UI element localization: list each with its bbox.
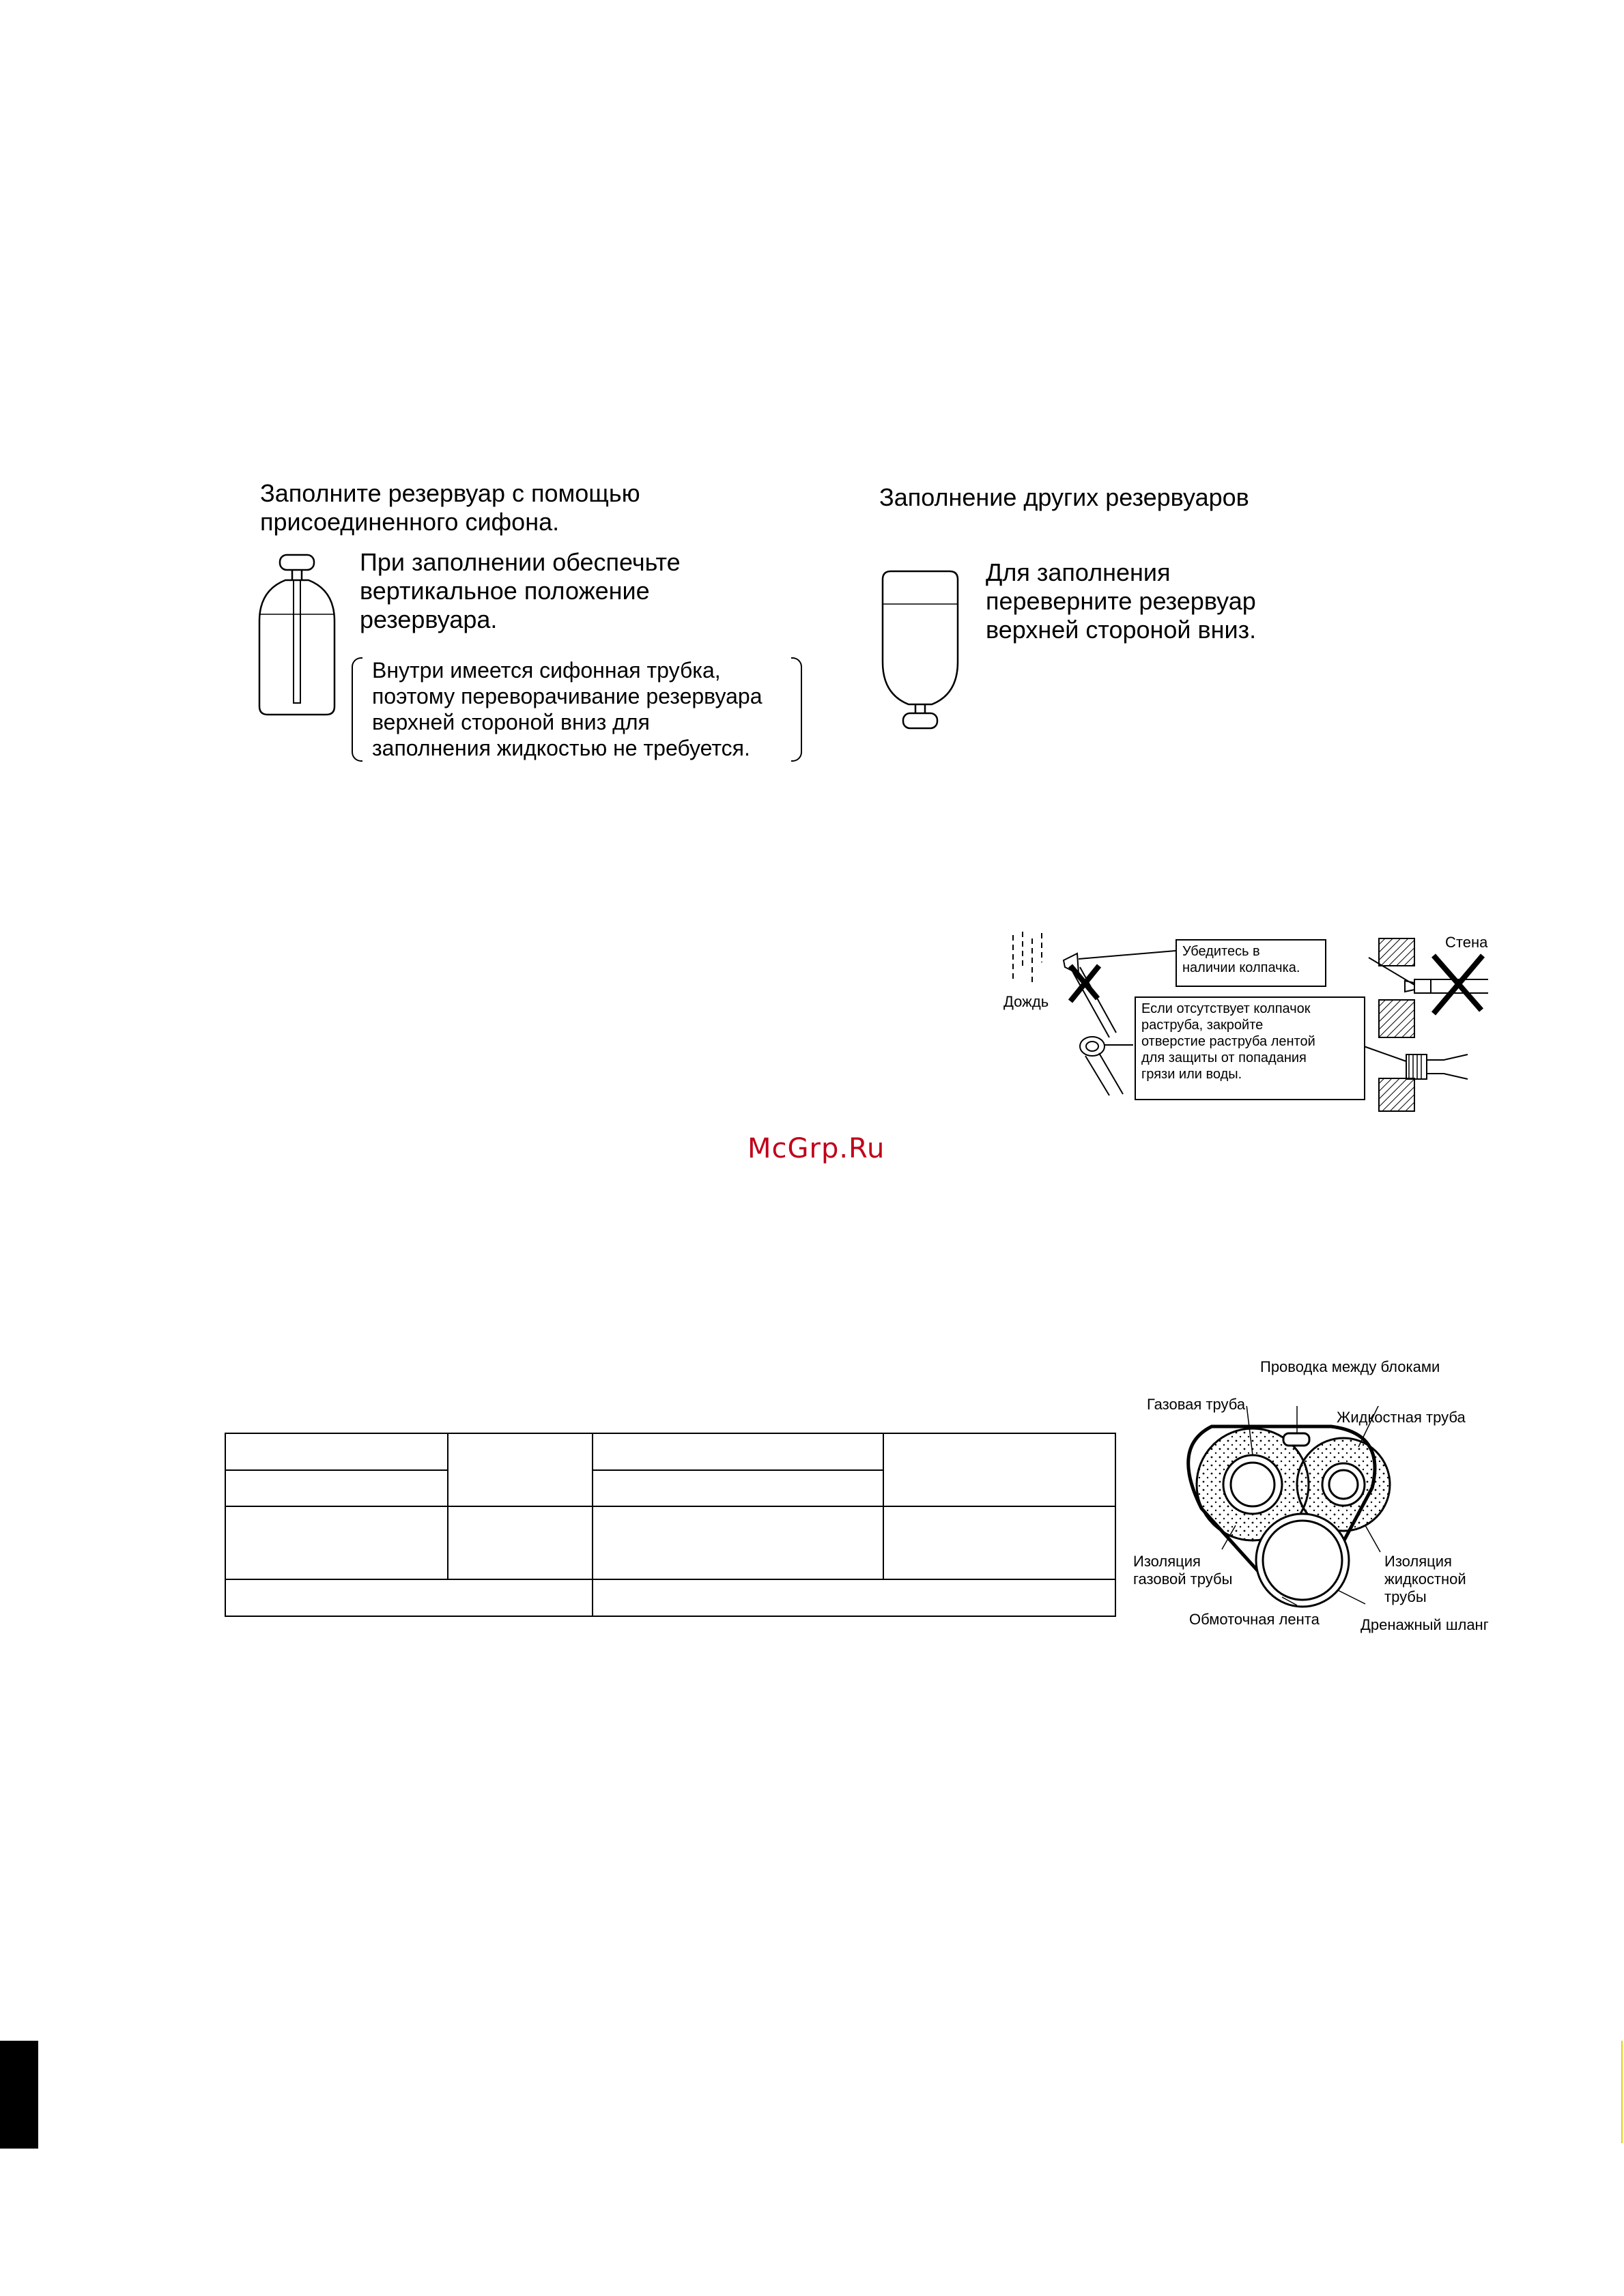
check-cap-callout [1176, 939, 1326, 987]
inverted-bottle-illustration [876, 570, 965, 741]
gas-pipe-label: Газовая труба [1147, 1396, 1246, 1413]
table-cell [448, 1506, 593, 1579]
no-cap-line2: раструба, закройте [1141, 1018, 1264, 1033]
page-edge-marker [1621, 2041, 1623, 2143]
table-cell [225, 1470, 448, 1506]
drain-hose-label: Дренажный шланг [1361, 1616, 1489, 1633]
no-cap-callout [1135, 996, 1365, 1100]
table-cell [448, 1433, 593, 1506]
gas-insulation-line2: газовой трубы [1133, 1570, 1233, 1588]
table-cell [593, 1506, 883, 1579]
siphon-note-text [372, 657, 795, 761]
no-cap-line4: для защиты от попадания [1141, 1050, 1307, 1065]
table-cell [225, 1579, 593, 1616]
siphon-note-line2: поэтому переворачивание резервуара [372, 684, 763, 708]
siphon-instruction-line1: При заполнении обеспечьте [360, 548, 681, 576]
wall-icon [1379, 938, 1414, 1111]
check-cap-line2: наличии колпачка. [1182, 960, 1300, 975]
liquid-insulation-label [1384, 1553, 1466, 1606]
gas-insulation-line1: Изоляция [1133, 1553, 1201, 1570]
check-cap-line1: Убедитесь в [1182, 944, 1260, 959]
siphon-bottle-illustration [253, 549, 341, 720]
table-cell [225, 1506, 448, 1579]
table-cell [593, 1579, 1115, 1616]
flare-pipe-without-cap-icon [1064, 953, 1116, 1037]
watermark: McGrp.Ru [747, 1133, 885, 1164]
other-tanks-heading: Заполнение других резервуаров [879, 483, 1249, 511]
siphon-note-line4: заполнения жидкостью не требуется. [372, 736, 750, 760]
page-edge-tab [0, 2041, 38, 2149]
other-tanks-instruction-line2: переверните резервуар [986, 587, 1256, 615]
table-cell [883, 1506, 1115, 1579]
table-cell [593, 1470, 883, 1506]
table-cell [593, 1433, 883, 1470]
liquid-insulation-line3: трубы [1384, 1588, 1427, 1605]
no-cap-line5: грязи или воды. [1141, 1067, 1242, 1082]
siphon-note-line3: верхней стороной вниз для [372, 710, 650, 734]
no-cap-line3: отверстие раструба лентой [1141, 1034, 1315, 1049]
spec-table [225, 1433, 1116, 1617]
wall-pipe-with-cap-icon [1406, 1054, 1468, 1079]
siphon-heading-line2: присоединенного сифона. [260, 508, 560, 536]
siphon-instruction-line2: вертикальное положение [360, 577, 650, 605]
siphon-instruction-line3: резервуара. [360, 605, 498, 633]
liquid-insulation-line2: жидкостной [1384, 1570, 1466, 1588]
siphon-note-line1: Внутри имеется сифонная трубка, [372, 658, 721, 683]
note-bracket-left [352, 657, 362, 762]
siphon-instruction [360, 548, 681, 634]
rain-icon [1013, 932, 1042, 986]
other-tanks-instruction-line1: Для заполнения [986, 558, 1171, 586]
wall-pipe-without-cap-icon [1405, 956, 1488, 1014]
liquid-pipe-label: Жидкостная труба [1337, 1409, 1466, 1426]
siphon-heading-line1: Заполните резервуар с помощью [260, 479, 640, 507]
siphon-note [352, 657, 802, 762]
gas-insulation-label [1133, 1553, 1232, 1588]
other-tanks-instruction [986, 558, 1256, 644]
wrapping-tape-label: Обмоточная лента [1189, 1611, 1320, 1628]
wiring-label: Проводка между блоками [1260, 1358, 1440, 1375]
liquid-insulation-line1: Изоляция [1384, 1553, 1452, 1570]
table-cell [225, 1433, 448, 1470]
other-tanks-instruction-line3: верхней стороной вниз. [986, 616, 1257, 644]
wall-label: Стена [1445, 934, 1488, 951]
siphon-heading [260, 479, 640, 536]
table-cell [883, 1433, 1115, 1506]
no-cap-line1: Если отсутствует колпачок [1141, 1001, 1311, 1016]
rain-label: Дождь [1003, 993, 1049, 1010]
